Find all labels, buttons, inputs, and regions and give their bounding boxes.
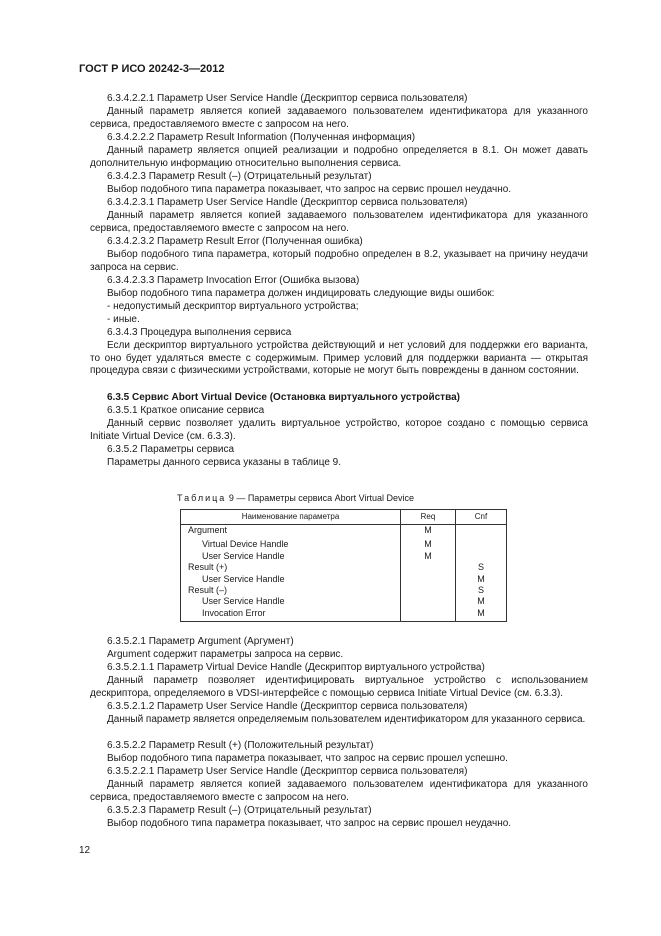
paragraph: Параметры данного сервиса указаны в таблице 9. — [107, 457, 342, 468]
table-row — [181, 536, 507, 550]
cell-name: User Service Handle — [181, 551, 401, 562]
cell-name: User Service Handle — [181, 574, 401, 585]
page-number: 12 — [79, 845, 91, 856]
cell-req: M — [401, 525, 456, 537]
clause-heading: 6.3.5.2.1.2 Параметр User Service Handle (Дескриптор сервиса пользователя) — [107, 701, 468, 712]
table-caption-label: Таблица — [177, 493, 227, 503]
paragraph: Данный параметр является опцией реализации и подробно определяется в 8.1. Он может давать дополнительную информацию относительно выполнения сервиса. — [90, 145, 588, 169]
paragraph: Argument содержит параметры запроса на сервис. — [107, 649, 344, 660]
cell-name: Invocation Error — [181, 608, 401, 622]
cell-cnf — [456, 551, 507, 562]
header-parameter-name: Наименование параметра — [181, 510, 401, 525]
clause-heading: 6.3.5.2.1.1 Параметр Virtual Device Handle (Дескриптор виртуального устройства) — [107, 662, 485, 673]
clause-heading: 6.3.4.3 Процедура выполнения сервиса — [107, 327, 292, 338]
paragraph: Выбор подобного типа параметра должен индицировать следующие виды ошибок: — [107, 288, 495, 299]
paragraph: Данный сервис позволяет удалить виртуальное устройство, которое создано с помощью сервиса Initiate Virtual Device (см. 6.3.3). — [90, 418, 588, 442]
list-item: - иные. — [107, 314, 140, 325]
paragraph: Данный параметр является копией задаваемого пользователем идентификатора для указанного сервиса, предоставляемого вместе с запросом на него. — [90, 106, 588, 130]
paragraph: Данный параметр является копией задаваемого пользователем идентификатора для указанного сервиса, предоставляемого вместе с запросом на него. — [90, 210, 588, 234]
clause-heading: 6.3.4.2.3.2 Параметр Result Error (Полученная ошибка) — [107, 236, 363, 247]
clause-heading: 6.3.4.2.3 Параметр Result (–) (Отрицательный результат) — [107, 171, 372, 182]
header-cnf: Cnf — [456, 510, 507, 525]
paragraph: Выбор подобного типа параметра показывает, что запрос на сервис прошел неудачно. — [107, 184, 512, 195]
cell-cnf: M — [456, 608, 507, 622]
table-caption — [177, 493, 414, 503]
clause-heading: 6.3.5.2.3 Параметр Result (–) (Отрицательный результат) — [107, 805, 372, 816]
clause-heading: 6.3.5.2.1 Параметр Argument (Аргумент) — [107, 636, 294, 647]
clause-heading: 6.3.4.2.2.2 Параметр Result Information (Полученная информация) — [107, 132, 416, 143]
table-row — [181, 608, 507, 622]
section-heading: 6.3.5 Сервис Abort Virtual Device (Остановка виртуального устройства) — [107, 392, 460, 403]
document-header: ГОСТ Р ИСО 20242-3—2012 — [79, 63, 225, 75]
cell-cnf — [456, 536, 507, 550]
table-row — [181, 585, 507, 596]
cell-req — [401, 574, 456, 585]
table-row — [181, 562, 507, 573]
paragraph: Выбор подобного типа параметра показывает, что запрос на сервис прошел успешно. — [107, 753, 508, 764]
clause-heading: 6.3.5.2 Параметры сервиса — [107, 444, 235, 455]
paragraph: Если дескриптор виртуального устройства действующий и нет условий для поддержки его варианта, то оно будет удаляться вместе с содержимым. Пример условий для поддержки варианта — открытая процедура связи с физическими устройствами, которые не могут быть повреждены в данном состоянии. — [90, 340, 588, 377]
list-item: - недопустимый дескриптор виртуального устройства; — [107, 301, 359, 312]
cell-req — [401, 608, 456, 622]
cell-name: Result (–) — [181, 585, 401, 596]
clause-heading: 6.3.4.2.2.1 Параметр User Service Handle (Дескриптор сервиса пользователя) — [107, 93, 468, 104]
paragraph: Данный параметр является определяемым пользователем идентификатором для указанного сервиса. — [107, 714, 586, 725]
cell-req: M — [401, 536, 456, 550]
clause-heading: 6.3.5.1 Краткое описание сервиса — [107, 405, 265, 416]
table-row — [181, 574, 507, 585]
cell-name: Virtual Device Handle — [181, 536, 401, 550]
clause-heading: 6.3.5.2.2 Параметр Result (+) (Положительный результат) — [107, 740, 374, 751]
table-row — [181, 525, 507, 537]
parameters-table — [180, 509, 507, 622]
paragraph: Выбор подобного типа параметра, который подробно определен в 8.2, указывает на причину неудачи запроса на сервис. — [90, 249, 588, 273]
clause-heading: 6.3.5.2.2.1 Параметр User Service Handle (Дескриптор сервиса пользователя) — [107, 766, 468, 777]
cell-cnf: S — [456, 562, 507, 573]
clause-heading: 6.3.4.2.3.1 Параметр User Service Handle (Дескриптор сервиса пользователя) — [107, 197, 468, 208]
cell-cnf: S — [456, 585, 507, 596]
cell-name: User Service Handle — [181, 596, 401, 607]
cell-name: Result (+) — [181, 562, 401, 573]
table-row — [181, 551, 507, 562]
table-row — [181, 596, 507, 607]
cell-req — [401, 585, 456, 596]
cell-req — [401, 562, 456, 573]
cell-name: Argument — [181, 525, 401, 537]
clause-heading: 6.3.4.2.3.3 Параметр Invocation Error (Ошибка вызова) — [107, 275, 360, 286]
cell-req: M — [401, 551, 456, 562]
paragraph: Данный параметр является копией задаваемого пользователем идентификатора для указанного сервиса, предоставляемого вместе с запросом на него. — [90, 779, 588, 803]
cell-cnf: M — [456, 574, 507, 585]
paragraph: Выбор подобного типа параметра показывает, что запрос на сервис прошел неудачно. — [107, 818, 512, 829]
cell-cnf: M — [456, 596, 507, 607]
table-caption-text: 9 — Параметры сервиса Abort Virtual Device — [228, 493, 414, 503]
cell-cnf — [456, 525, 507, 537]
cell-req — [401, 596, 456, 607]
table-header-row — [181, 510, 507, 525]
paragraph: Данный параметр позволяет идентифицировать виртуальное устройство с использованием дескриптора, определяемого в VDSI-интерфейсе с помощью сервиса Initiate Virtual Device (см. 6.3.3). — [90, 675, 588, 699]
header-req: Req — [401, 510, 456, 525]
